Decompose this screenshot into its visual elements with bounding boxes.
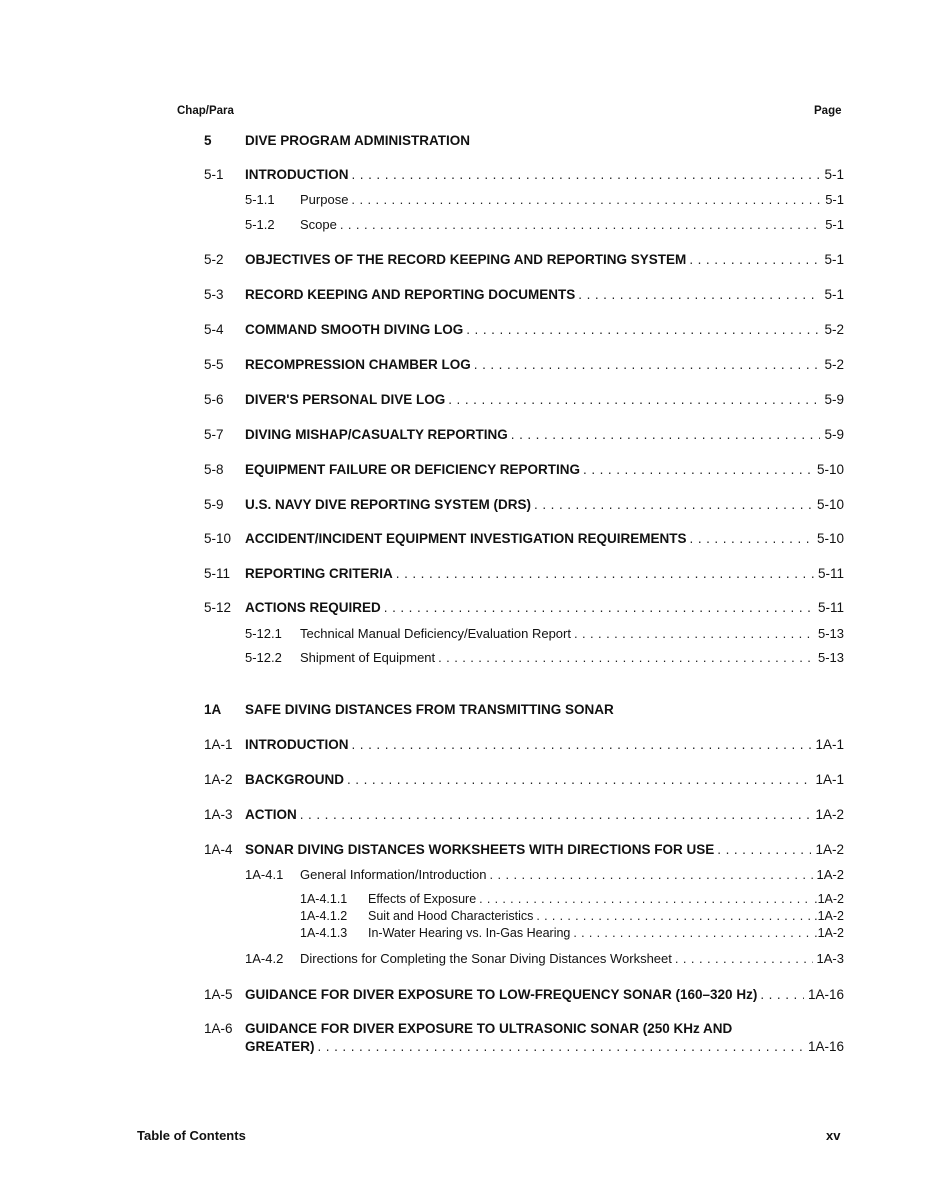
entry-page: .1A-2 bbox=[814, 909, 844, 923]
entry-page: 5-10 bbox=[816, 531, 844, 546]
entry-number: 1A-4.1.2 bbox=[300, 909, 348, 923]
entry-page: 5-1 bbox=[825, 217, 844, 232]
toc-entry[interactable] bbox=[204, 392, 844, 408]
toc-entry[interactable] bbox=[245, 951, 844, 967]
entry-title: ACTIONS REQUIRED bbox=[245, 600, 381, 615]
entry-page: 5-11 bbox=[817, 600, 844, 615]
toc-entry[interactable] bbox=[204, 600, 844, 616]
entry-page: 5-9 bbox=[824, 392, 844, 407]
entry-number: 5-11 bbox=[204, 566, 231, 581]
entry-number: 5-7 bbox=[204, 427, 224, 442]
toc-entry[interactable] bbox=[245, 217, 844, 233]
entry-page: 1A-2 bbox=[816, 867, 844, 882]
entry-number: 5-8 bbox=[204, 462, 224, 477]
entry-title: Effects of Exposure bbox=[368, 892, 477, 906]
toc-entry[interactable] bbox=[204, 842, 844, 858]
entry-title: INTRODUCTION bbox=[245, 737, 349, 752]
entry-number: 5-12.1 bbox=[245, 626, 282, 641]
entry-page: 5-9 bbox=[824, 427, 844, 442]
toc-entry[interactable] bbox=[204, 427, 844, 443]
entry-page: 1A-2 bbox=[815, 807, 844, 822]
entry-page: 5-1 bbox=[824, 287, 844, 302]
entry-number: 1A-4 bbox=[204, 842, 233, 857]
column-header-page: Page bbox=[814, 105, 842, 117]
entry-number: 1A-1 bbox=[204, 737, 233, 752]
toc-entry[interactable] bbox=[204, 737, 844, 753]
dot-leader bbox=[690, 531, 813, 547]
entry-title: Suit and Hood Characteristics bbox=[368, 909, 534, 923]
entry-page: 1A-1 bbox=[815, 737, 844, 752]
toc-entry[interactable] bbox=[204, 497, 844, 513]
entry-title: SONAR DIVING DISTANCES WORKSHEETS WITH DIRECTIONS FOR USE bbox=[245, 842, 715, 857]
entry-page: 5-1 bbox=[824, 167, 844, 182]
entry-page: 1A-2 bbox=[815, 842, 844, 857]
toc-entry[interactable] bbox=[245, 650, 844, 666]
entry-title: GUIDANCE FOR DIVER EXPOSURE TO LOW-FREQUENCY SONAR (160–320 Hz) bbox=[245, 987, 758, 1002]
entry-page: 5-13 bbox=[817, 650, 844, 665]
column-header-chap-para: Chap/Para bbox=[177, 105, 234, 117]
footer-page-number: xv bbox=[826, 1128, 841, 1143]
toc-entry[interactable] bbox=[204, 357, 844, 373]
dot-leader bbox=[318, 1039, 804, 1055]
entry-number: 1A-4.1.1 bbox=[300, 892, 348, 906]
toc-entry-continuation[interactable] bbox=[245, 1039, 844, 1055]
entry-number: 5-12.2 bbox=[245, 650, 282, 665]
toc-entry[interactable] bbox=[204, 566, 844, 582]
entry-number: 5-4 bbox=[204, 322, 224, 337]
entry-number: 1A-2 bbox=[204, 772, 233, 787]
appendix-title: SAFE DIVING DISTANCES FROM TRANSMITTING SONAR bbox=[245, 702, 614, 717]
toc-entry[interactable] bbox=[245, 192, 844, 208]
entry-title: Shipment of Equipment bbox=[300, 650, 436, 665]
entry-title-continued: GREATER) bbox=[245, 1039, 315, 1054]
toc-entry[interactable] bbox=[204, 987, 844, 1003]
entry-page: 5-1 bbox=[825, 192, 844, 207]
entry-number: 5-1.1 bbox=[245, 192, 275, 207]
toc-entry[interactable] bbox=[204, 322, 844, 338]
toc-entry[interactable] bbox=[300, 892, 844, 907]
toc-entry[interactable] bbox=[204, 1021, 844, 1037]
entry-title: ACTION bbox=[245, 807, 297, 822]
dot-leader bbox=[583, 462, 813, 478]
entry-number: 5-2 bbox=[204, 252, 224, 267]
toc-entry[interactable] bbox=[204, 531, 844, 547]
dot-leader bbox=[534, 497, 813, 513]
entry-page: 5-2 bbox=[824, 357, 844, 372]
dot-leader bbox=[448, 392, 820, 408]
entry-number: 1A-6 bbox=[204, 1021, 233, 1036]
entry-page: 5-13 bbox=[817, 626, 844, 641]
entry-page: .1A-2 bbox=[814, 892, 844, 906]
dot-leader bbox=[352, 737, 812, 753]
dot-leader bbox=[474, 357, 821, 373]
entry-title: RECOMPRESSION CHAMBER LOG bbox=[245, 357, 471, 372]
entry-page: 1A-16 bbox=[807, 987, 844, 1002]
entry-title: DIVER'S PERSONAL DIVE LOG bbox=[245, 392, 446, 407]
entry-title: In-Water Hearing vs. In-Gas Hearing bbox=[368, 926, 571, 940]
toc-entry[interactable] bbox=[245, 626, 844, 642]
entry-number: 5-6 bbox=[204, 392, 224, 407]
dot-leader bbox=[466, 322, 820, 338]
dot-leader bbox=[479, 892, 810, 907]
dot-leader bbox=[511, 427, 821, 443]
entry-title: GUIDANCE FOR DIVER EXPOSURE TO ULTRASONIC SONAR (250 KHz AND bbox=[245, 1021, 733, 1036]
entry-number: 5-5 bbox=[204, 357, 224, 372]
entry-title: RECORD KEEPING AND REPORTING DOCUMENTS bbox=[245, 287, 576, 302]
entry-page: 5-10 bbox=[816, 462, 844, 477]
entry-title: Directions for Completing the Sonar Diving Distances Worksheet bbox=[300, 951, 672, 966]
dot-leader bbox=[689, 252, 820, 268]
entry-page: 5-1 bbox=[824, 252, 844, 267]
entry-number: 5-10 bbox=[204, 531, 232, 546]
dot-leader bbox=[384, 600, 814, 616]
toc-entry[interactable] bbox=[204, 252, 844, 268]
dot-leader bbox=[351, 192, 821, 208]
toc-entry[interactable] bbox=[204, 462, 844, 478]
entry-title: COMMAND SMOOTH DIVING LOG bbox=[245, 322, 464, 337]
entry-number: 5-12 bbox=[204, 600, 232, 615]
entry-title: REPORTING CRITERIA bbox=[245, 566, 393, 581]
entry-title: General Information/Introduction bbox=[300, 867, 487, 882]
entry-title: EQUIPMENT FAILURE OR DEFICIENCY REPORTING bbox=[245, 462, 581, 477]
dot-leader bbox=[347, 772, 811, 788]
footer-section-title: Table of Contents bbox=[137, 1128, 246, 1143]
toc-entry[interactable] bbox=[204, 167, 844, 183]
entry-title: DIVING MISHAP/CASUALTY REPORTING bbox=[245, 427, 508, 442]
chapter-number: 5 bbox=[204, 133, 212, 148]
dot-leader bbox=[675, 951, 813, 967]
entry-title: Scope bbox=[300, 217, 337, 232]
entry-number: 5-1.2 bbox=[245, 217, 275, 232]
entry-number: 1A-4.2 bbox=[245, 951, 284, 966]
entry-title: ACCIDENT/INCIDENT EQUIPMENT INVESTIGATION REQUIREMENTS bbox=[245, 531, 687, 546]
entry-page: 5-11 bbox=[817, 566, 844, 581]
chapter-title: DIVE PROGRAM ADMINISTRATION bbox=[245, 133, 470, 148]
entry-title: Purpose bbox=[300, 192, 349, 207]
entry-number: 1A-3 bbox=[204, 807, 233, 822]
entry-page: .1A-2 bbox=[814, 926, 844, 940]
toc-entry[interactable] bbox=[204, 287, 844, 303]
toc-entry[interactable] bbox=[245, 867, 844, 883]
entry-number: 5-1 bbox=[204, 167, 224, 182]
dot-leader bbox=[574, 626, 814, 642]
entry-page: 5-2 bbox=[824, 322, 844, 337]
entry-page: 1A-16 bbox=[807, 1039, 844, 1054]
entry-number: 5-3 bbox=[204, 287, 224, 302]
entry-page: 1A-3 bbox=[816, 951, 844, 966]
entry-title: INTRODUCTION bbox=[245, 167, 349, 182]
entry-title: OBJECTIVES OF THE RECORD KEEPING AND REPORTING SYSTEM bbox=[245, 252, 687, 267]
entry-title: BACKGROUND bbox=[245, 772, 344, 787]
appendix-number: 1A bbox=[204, 702, 222, 717]
entry-title: Technical Manual Deficiency/Evaluation Report bbox=[300, 626, 571, 641]
chapter-heading bbox=[204, 133, 844, 149]
dot-leader bbox=[536, 909, 810, 924]
entry-number: 1A-5 bbox=[204, 987, 233, 1002]
entry-title: U.S. NAVY DIVE REPORTING SYSTEM (DRS) bbox=[245, 497, 532, 512]
dot-leader bbox=[573, 926, 810, 941]
dot-leader bbox=[578, 287, 820, 303]
dot-leader bbox=[300, 807, 812, 823]
dot-leader bbox=[760, 987, 804, 1003]
entry-number: 1A-4.1.3 bbox=[300, 926, 348, 940]
toc-entry[interactable] bbox=[300, 909, 844, 924]
toc-entry[interactable] bbox=[204, 807, 844, 823]
appendix-heading bbox=[204, 702, 844, 718]
toc-entry[interactable] bbox=[300, 926, 844, 941]
entry-page: 5-10 bbox=[816, 497, 844, 512]
dot-leader bbox=[489, 867, 812, 883]
toc-entry[interactable] bbox=[204, 772, 844, 788]
dot-leader bbox=[352, 167, 821, 183]
dot-leader bbox=[717, 842, 811, 858]
entry-page: 1A-1 bbox=[815, 772, 844, 787]
dot-leader bbox=[396, 566, 814, 582]
entry-number: 1A-4.1 bbox=[245, 867, 284, 882]
dot-leader bbox=[438, 650, 814, 666]
entry-number: 5-9 bbox=[204, 497, 224, 512]
dot-leader bbox=[340, 217, 821, 233]
